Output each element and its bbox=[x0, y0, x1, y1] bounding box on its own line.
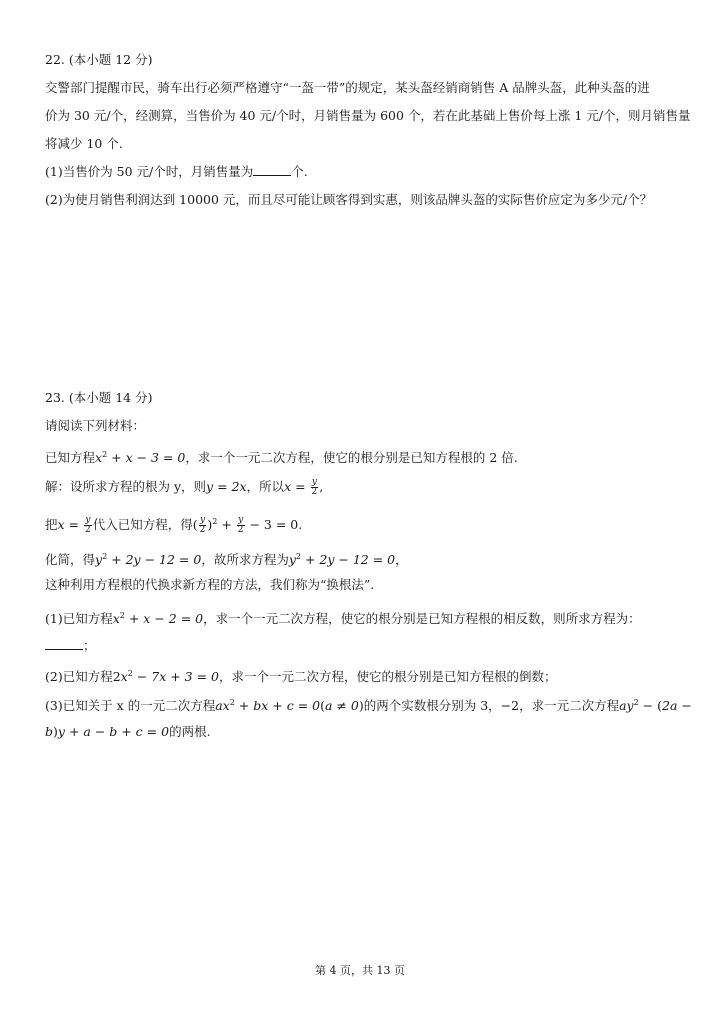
q22-body-line-3: 将减少 10 个. bbox=[45, 136, 123, 151]
q22-body-line-2: 价为 30 元/个，经测算，当售价为 40 元/个时，月销售量为 600 个，若在此基础上售价每上涨 1 元/个，则月销售量 bbox=[45, 108, 691, 123]
q23-intro: 请阅读下列材料： bbox=[45, 418, 146, 433]
q22-header: 22. (本小题 12 分) bbox=[45, 52, 153, 67]
q23-simplify-line: 化简，得$y^2 + 2y - 12 = 0$，故所求方程为$y^2 + 2y - 12 = 0$， bbox=[45, 552, 408, 567]
fraction: $\frac{y}{2}$ bbox=[311, 477, 318, 497]
page-footer: 第 4 页，共 13 页 bbox=[315, 964, 405, 977]
q23-method: 这种利用方程根的代换求新方程的方法，我们称为“换根法”. bbox=[45, 577, 375, 592]
answer-blank bbox=[253, 163, 291, 176]
q23-part-1-answer: ； bbox=[45, 637, 680, 655]
q23-substitution-line: 把x = $\frac{y}{2}$ 代入已知方程，得( $\frac{y}{2}$ )$^2$ + $\frac{y}{2}$ − 3 = 0. bbox=[45, 515, 303, 535]
q23-header: 23. (本小题 14 分) bbox=[45, 390, 153, 405]
q23-part-2: (2)已知方程$2x^2 - 7x + 3 = 0$，求一个一元二次方程，使它的根分别是已知方程根的倒数； bbox=[45, 669, 557, 684]
q22-body-line-1: 交警部门提醒市民，骑车出行必须严格遵守“一盔一带”的规定，某头盔经销商销售 A 品牌头盔，此种头盔的进 bbox=[45, 80, 650, 95]
answer-blank bbox=[45, 637, 83, 650]
q23-given: 已知方程$x^2 + x - 3 = 0$，求一个一元二次方程，使它的根分别是已知方程根的 2 倍. bbox=[45, 450, 518, 465]
q23-part-3-line-2: b)y + a − b + c = 0的两根. bbox=[45, 724, 211, 739]
q23-part-1: (1)已知方程$x^2 + x - 2 = 0$，求一个一元二次方程，使它的根分别是已知方程根的相反数，则所求方程为： bbox=[45, 611, 641, 626]
q22-part-1: (1)当售价为 50 元/个时，月销售量为 个. bbox=[45, 164, 308, 179]
q22-part-2: (2)为使月销售利润达到 10000 元，而且尽可能让顾客得到实惠，则该品牌头盔的实际售价应定为多少元/个？ bbox=[45, 192, 653, 207]
q23-part-3-line-1: (3)已知关于 x 的一元二次方程$ax^2$ + bx + c = 0(a ≠ 0)的两个实数根分别为 3，−2，求一元二次方程$ay^2 - (2a$ − bbox=[45, 698, 692, 713]
q23-solution-line: 解：设所求方程的根为 y，则y = 2x，所以x = $\frac{y}{2}$ , bbox=[45, 477, 324, 497]
math-expression: $x^2 + x - 3 = 0$ bbox=[95, 450, 186, 465]
